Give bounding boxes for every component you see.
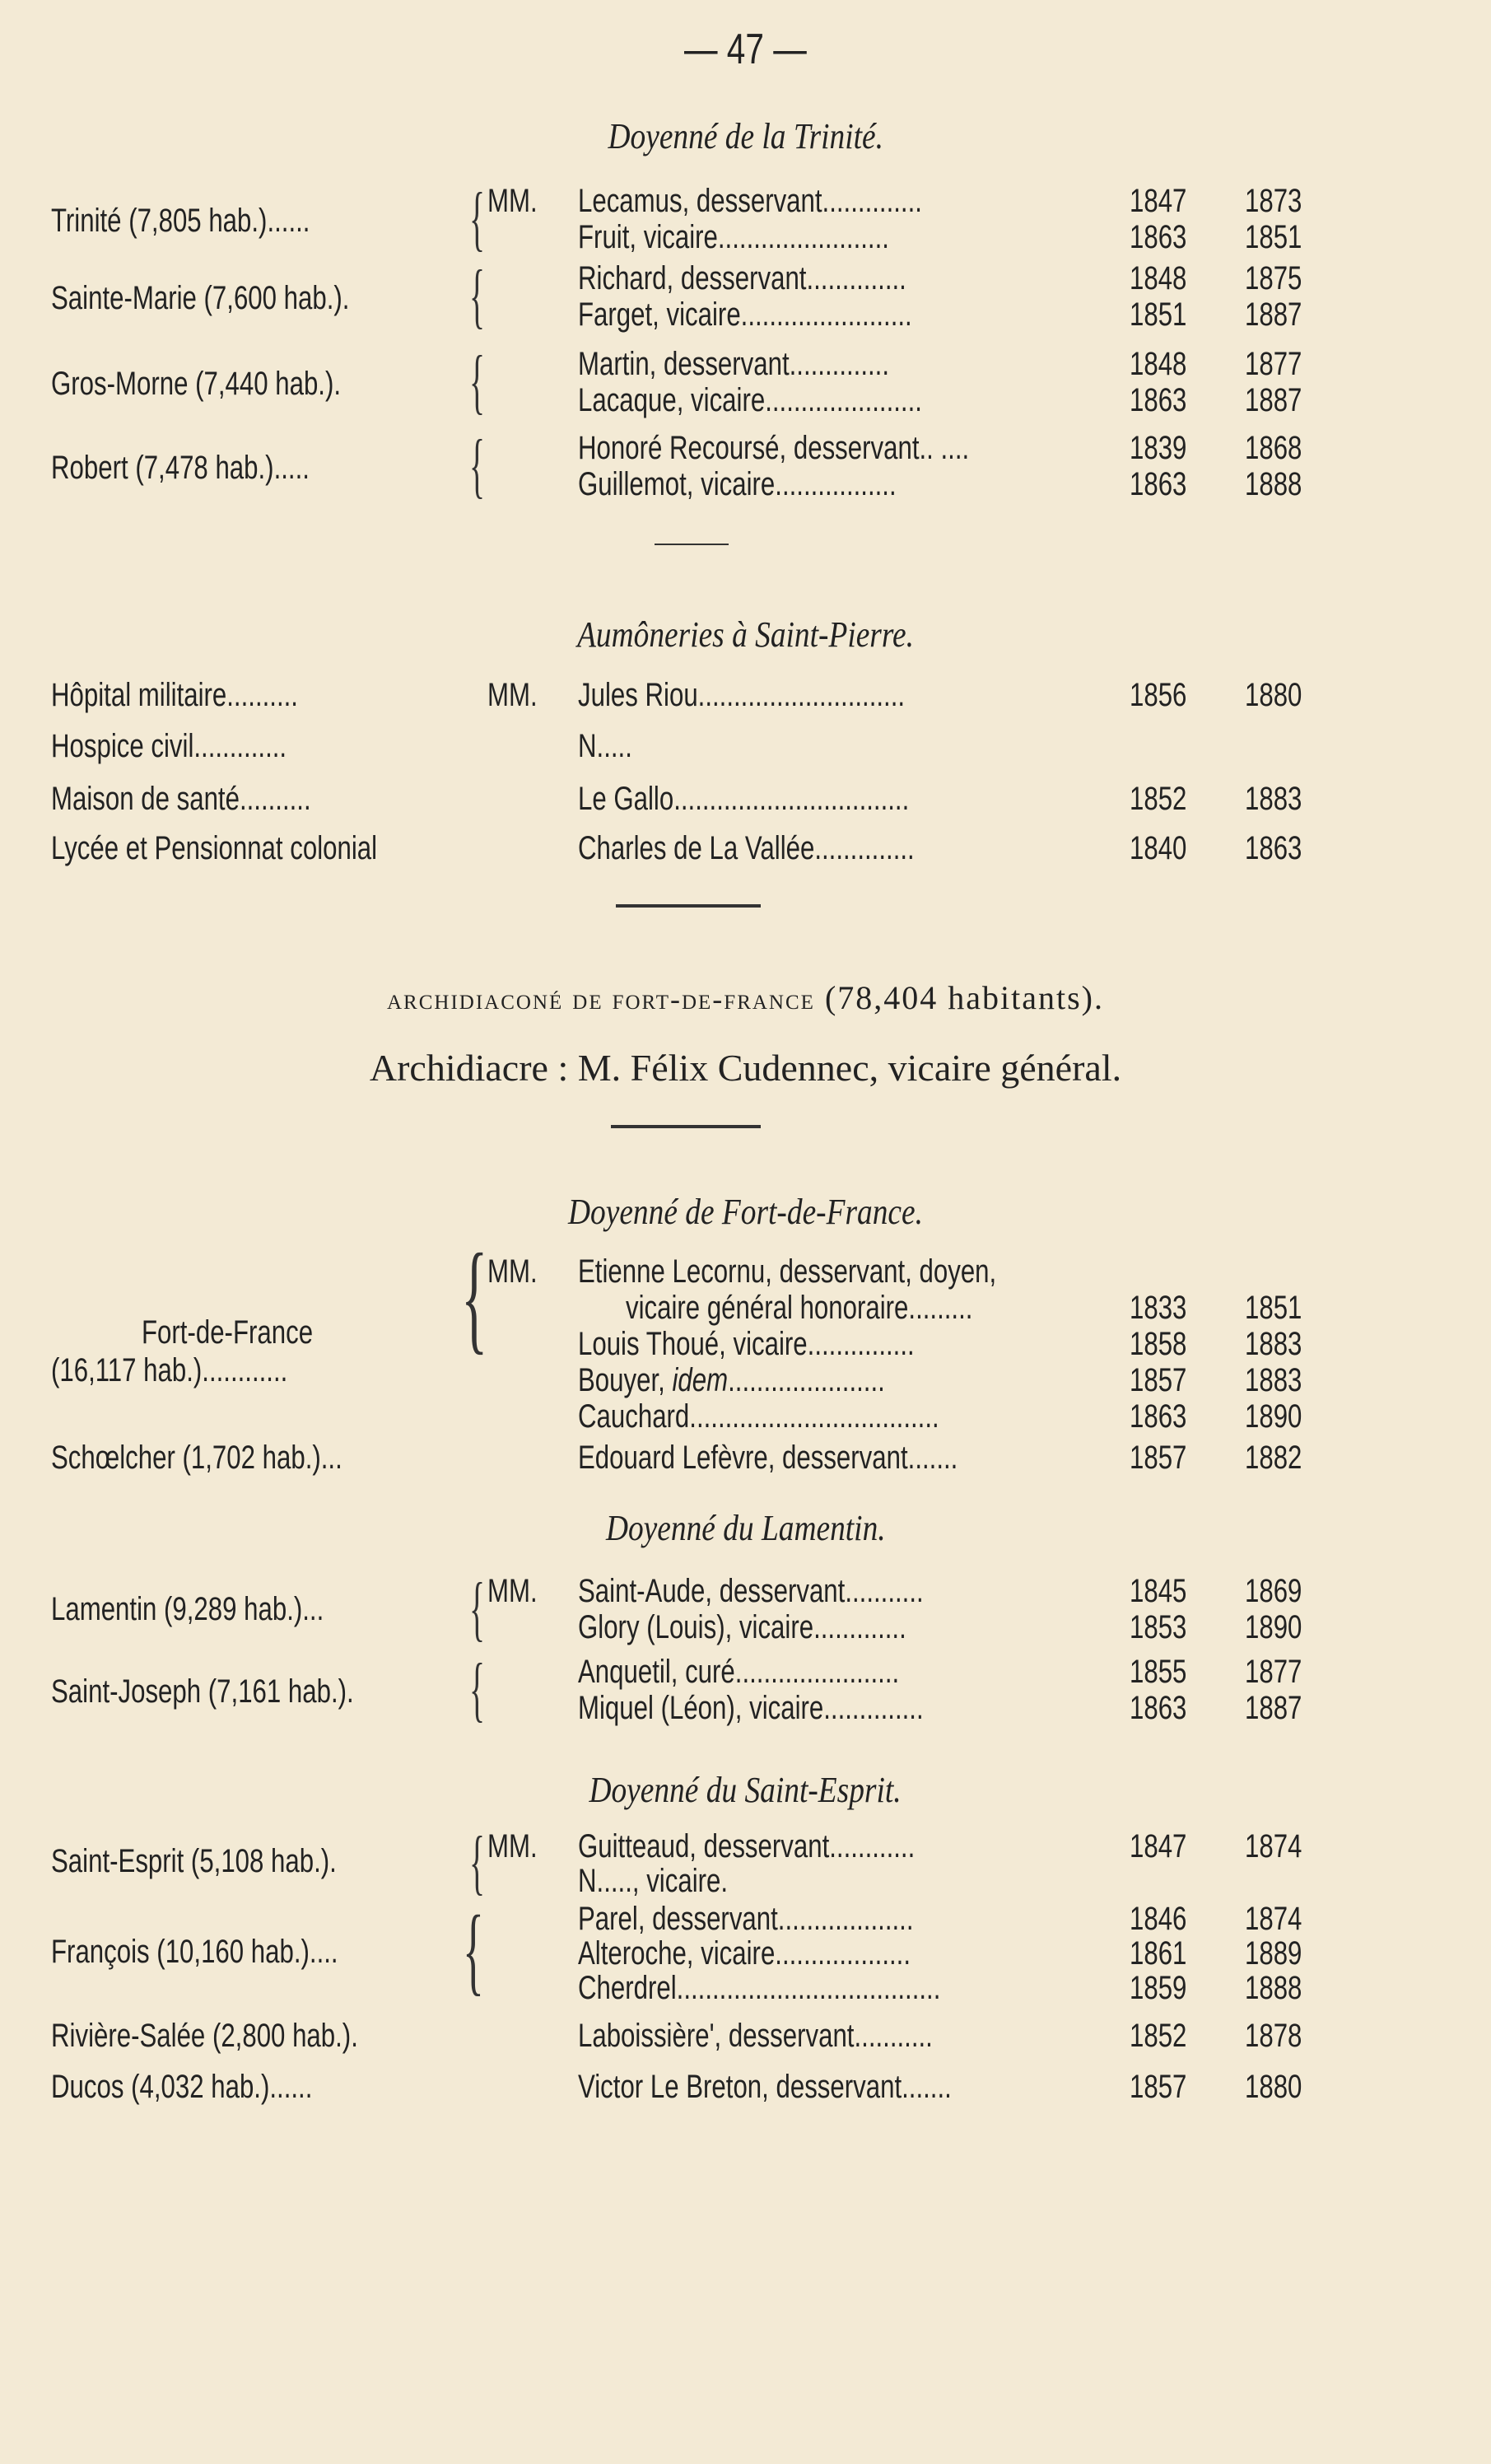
entry-year-end: 1883	[1245, 1326, 1302, 1362]
entry-name: Miquel (Léon), vicaire..............	[578, 1690, 924, 1726]
aumonerie-place: Hospice civil.............	[51, 728, 287, 764]
entry-year-end: 1878	[1245, 2018, 1302, 2054]
aumonerie-place: Lycée et Pensionnat colonial	[51, 830, 378, 866]
entry-name: Le Gallo.................................	[578, 781, 910, 817]
brace: {	[469, 1650, 486, 1729]
parish-gros-morne: Gros-Morne (7,440 hab.).	[51, 366, 342, 402]
entry-year-start: 1847	[1130, 183, 1187, 219]
entry-name: N.....	[578, 728, 632, 764]
entry-year-start: 1848	[1130, 260, 1187, 296]
archidiaconat-title: archidiaconé de fort-de-france (78,404 habitants).	[387, 979, 1104, 1016]
entry-year-end: 1868	[1245, 430, 1302, 466]
entry-year-start: 1858	[1130, 1326, 1187, 1362]
mm-label: MM.	[487, 677, 538, 713]
archidiaconat-subtitle: Archidiacre : M. Félix Cudennec, vicaire général.	[369, 1047, 1122, 1089]
entry-name: Cauchard...................................	[578, 1398, 939, 1435]
entry-year-end: 1869	[1245, 1573, 1302, 1609]
entry-year-end: 1877	[1245, 346, 1302, 382]
parish-trinite: Trinité (7,805 hab.)......	[51, 203, 310, 239]
aumoneries-heading: Aumôneries à Saint-Pierre.	[577, 614, 914, 655]
entry-year-end: 1883	[1245, 1362, 1302, 1398]
entry-year-start: 1856	[1130, 677, 1187, 713]
mm-label: MM.	[487, 1573, 538, 1609]
entry-year-end: 1880	[1245, 2069, 1302, 2105]
brace: {	[463, 1895, 484, 2004]
entry-year-end: 1889	[1245, 1935, 1302, 1972]
trinite-heading: Doyenné de la Trinité.	[608, 116, 883, 156]
brace: {	[469, 342, 486, 422]
parish-sainte-marie: Sainte-Marie (7,600 hab.).	[51, 280, 350, 316]
parish-saint-esprit: Saint-Esprit (5,108 hab.).	[51, 1843, 337, 1879]
entry-name: Etienne Lecornu, desservant, doyen,	[578, 1253, 997, 1290]
page-number: — 47 —	[684, 26, 807, 73]
entry-year-end: 1887	[1245, 1690, 1302, 1726]
parish-fort-de-france: Fort-de-France	[142, 1314, 314, 1351]
entry-year-start: 1852	[1130, 2018, 1187, 2054]
entry-name: Martin, desservant..............	[578, 346, 889, 382]
brace: {	[469, 1822, 486, 1902]
entry-name: N....., vicaire.	[578, 1863, 729, 1899]
parish-fort-de-france-population: (16,117 hab.)............	[51, 1352, 288, 1388]
entry-year-start: 1857	[1130, 2069, 1187, 2105]
entry-name: Saint-Aude, desservant...........	[578, 1573, 924, 1609]
entry-name: Guitteaud, desservant............	[578, 1828, 916, 1864]
brace: {	[469, 179, 486, 259]
entry-year-start: 1861	[1130, 1935, 1187, 1972]
entry-name: Lacaque, vicaire......................	[578, 382, 922, 418]
parish-saint-joseph: Saint-Joseph (7,161 hab.).	[51, 1673, 354, 1710]
entry-year-start: 1863	[1130, 466, 1187, 502]
brace: {	[469, 426, 486, 506]
entry-year-end: 1880	[1245, 677, 1302, 713]
entry-name: Fruit, vicaire........................	[578, 219, 889, 255]
entry-year-start: 1857	[1130, 1362, 1187, 1398]
entry-year-end: 1863	[1245, 830, 1302, 866]
entry-year-start: 1851	[1130, 296, 1187, 333]
parish-robert: Robert (7,478 hab.).....	[51, 450, 310, 486]
entry-name: Bouyer, idem......................	[578, 1362, 885, 1398]
entry-year-end: 1882	[1245, 1440, 1302, 1476]
brace: {	[469, 1569, 486, 1649]
entry-name: Anquetil, curé.......................	[578, 1654, 900, 1690]
entry-year-end: 1851	[1245, 1290, 1302, 1326]
entry-name: Laboissière', desservant...........	[578, 2018, 933, 2054]
entry-year-start: 1863	[1130, 382, 1187, 418]
entry-year-end: 1890	[1245, 1398, 1302, 1435]
entry-year-start: 1863	[1130, 1690, 1187, 1726]
entry-year-end: 1877	[1245, 1654, 1302, 1690]
entry-year-end: 1873	[1245, 183, 1302, 219]
entry-year-start: 1845	[1130, 1573, 1187, 1609]
aumonerie-place: Hôpital militaire..........	[51, 677, 298, 713]
entry-year-end: 1888	[1245, 1970, 1302, 2006]
entry-year-start: 1852	[1130, 781, 1187, 817]
entry-name: Lecamus, desservant..............	[578, 183, 922, 219]
entry-year-start: 1863	[1130, 1398, 1187, 1435]
entry-name: Cherdrel.....................................	[578, 1970, 941, 2006]
mm-label: MM.	[487, 183, 538, 219]
entry-name: Victor Le Breton, desservant.......	[578, 2069, 952, 2105]
parish-ducos: Ducos (4,032 hab.)......	[51, 2069, 313, 2105]
entry-year-end: 1887	[1245, 382, 1302, 418]
entry-name: Alteroche, vicaire...................	[578, 1935, 911, 1972]
aumonerie-place: Maison de santé..........	[51, 781, 311, 817]
entry-name: Farget, vicaire........................	[578, 296, 912, 333]
brace: {	[469, 256, 486, 336]
parish-francois: François (10,160 hab.)....	[51, 1934, 338, 1970]
entry-name: Honoré Recoursé, desservant.. ....	[578, 430, 970, 466]
fort-de-france-heading: Doyenné de Fort-de-France.	[568, 1192, 923, 1232]
entry-year-end: 1851	[1245, 219, 1302, 255]
entry-name: Edouard Lefèvre, desservant.......	[578, 1440, 958, 1476]
entry-year-end: 1887	[1245, 296, 1302, 333]
entry-year-start: 1863	[1130, 219, 1187, 255]
brace: {	[461, 1229, 488, 1365]
entry-year-start: 1848	[1130, 346, 1187, 382]
parish-schoelcher: Schœlcher (1,702 hab.)...	[51, 1440, 342, 1476]
entry-year-end: 1890	[1245, 1609, 1302, 1645]
saint-esprit-heading: Doyenné du Saint-Esprit.	[589, 1770, 902, 1810]
entry-year-start: 1855	[1130, 1654, 1187, 1690]
entry-year-start: 1847	[1130, 1828, 1187, 1864]
parish-riviere-salee: Rivière-Salée (2,800 hab.).	[51, 2018, 358, 2054]
entry-name: Louis Thoué, vicaire...............	[578, 1326, 915, 1362]
entry-year-start: 1839	[1130, 430, 1187, 466]
entry-year-start: 1833	[1130, 1290, 1187, 1326]
entry-name: Richard, desservant..............	[578, 260, 906, 296]
parish-lamentin: Lamentin (9,289 hab.)...	[51, 1591, 324, 1627]
entry-year-end: 1875	[1245, 260, 1302, 296]
lamentin-heading: Doyenné du Lamentin.	[605, 1508, 886, 1548]
entry-year-end: 1874	[1245, 1901, 1302, 1937]
entry-name: Glory (Louis), vicaire.............	[578, 1609, 906, 1645]
entry-year-end: 1883	[1245, 781, 1302, 817]
entry-year-end: 1888	[1245, 466, 1302, 502]
entry-name: Jules Riou.............................	[578, 677, 906, 713]
entry-year-start: 1857	[1130, 1440, 1187, 1476]
entry-year-start: 1846	[1130, 1901, 1187, 1937]
section-divider	[616, 904, 761, 908]
entry-name: Guillemot, vicaire.................	[578, 466, 897, 502]
entry-name: Parel, desservant...................	[578, 1901, 914, 1937]
mm-label: MM.	[487, 1828, 538, 1864]
mm-label: MM.	[487, 1253, 538, 1290]
entry-year-start: 1853	[1130, 1609, 1187, 1645]
entry-name: vicaire général honoraire.........	[626, 1290, 973, 1326]
entry-name: Charles de La Vallée..............	[578, 830, 915, 866]
section-divider	[611, 1125, 761, 1128]
entry-year-end: 1874	[1245, 1828, 1302, 1864]
entry-year-start: 1840	[1130, 830, 1187, 866]
entry-year-start: 1859	[1130, 1970, 1187, 2006]
section-divider	[655, 544, 729, 545]
